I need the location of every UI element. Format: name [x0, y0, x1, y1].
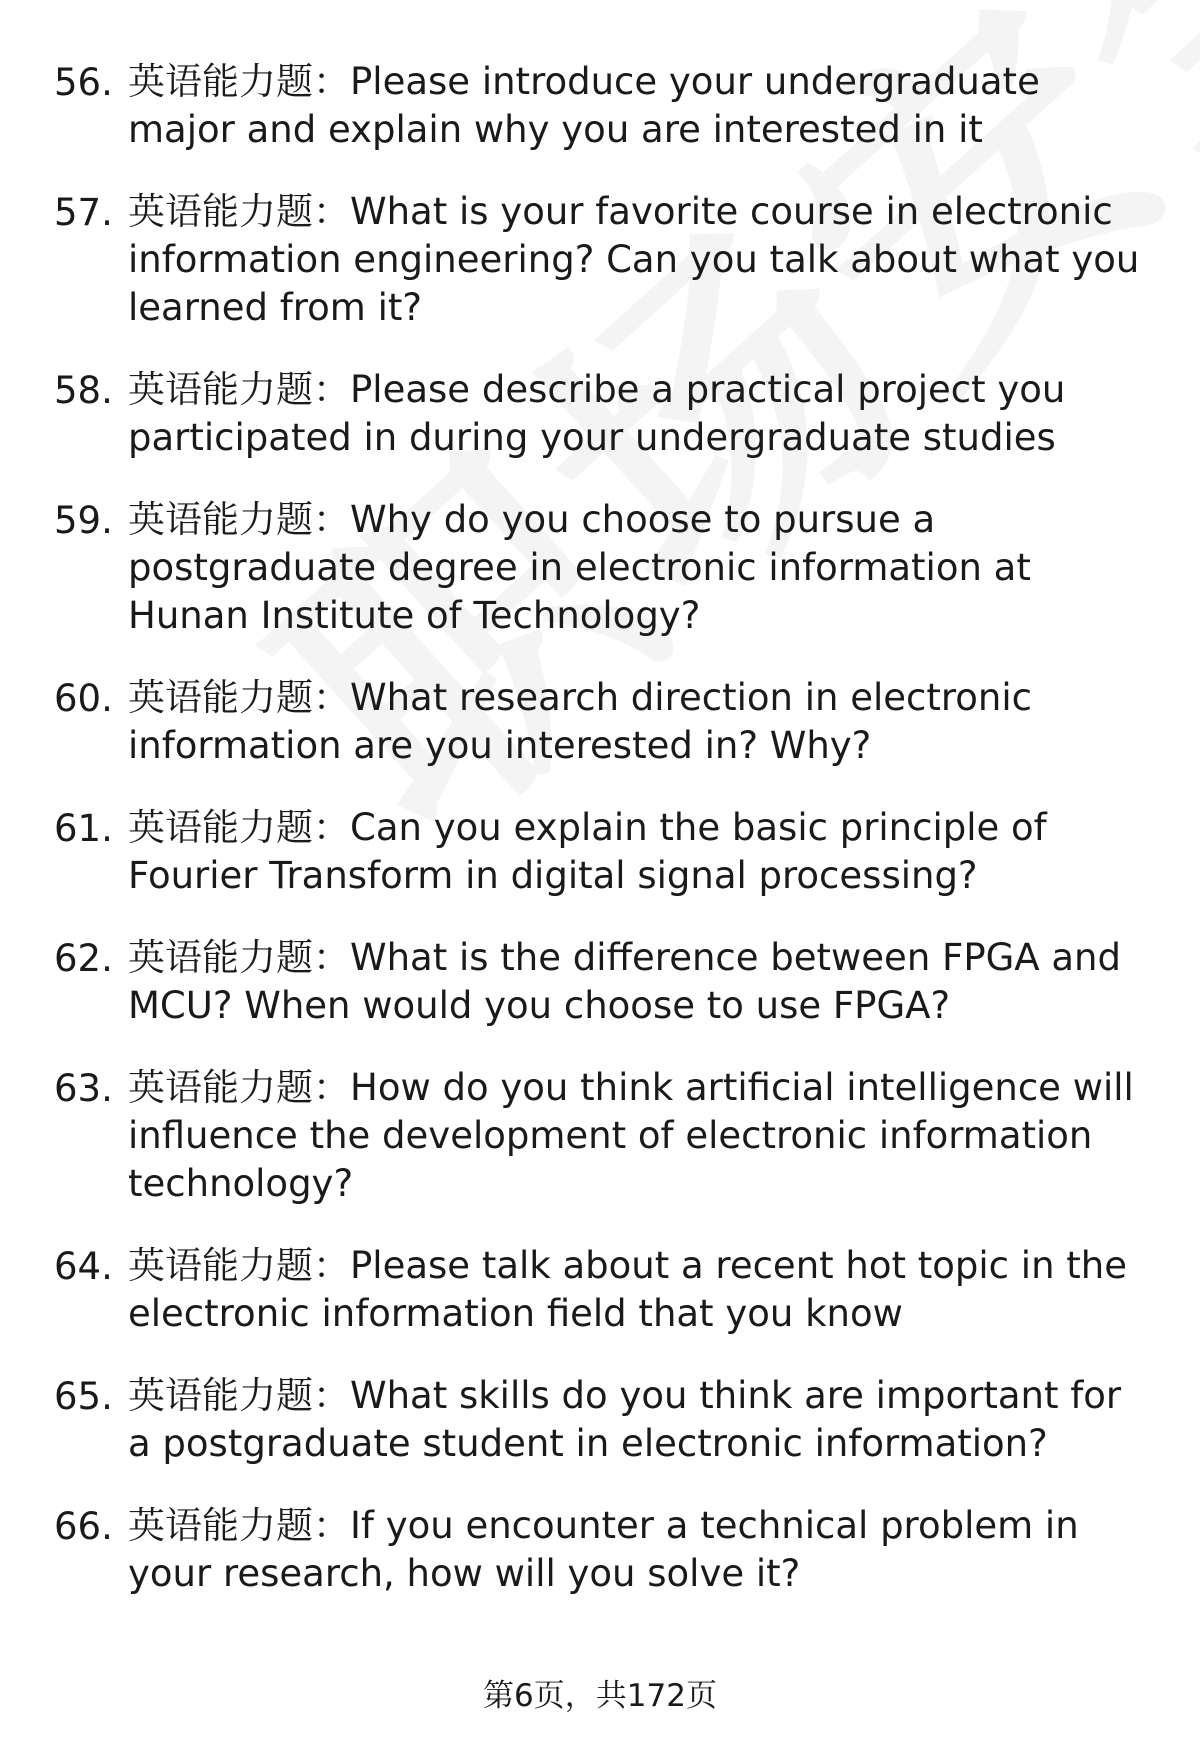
question-item	[0, 366, 1200, 462]
question-text: Please describe a practical project you participated in during your undergraduate studies	[128, 368, 1066, 459]
page-footer	[0, 1674, 1200, 1718]
question-item	[0, 188, 1200, 332]
question-text: How do you think artificial intelligence will influence the development of electronic information technology?	[128, 1066, 1134, 1205]
question-item	[0, 1502, 1200, 1598]
question-item	[0, 934, 1200, 1030]
question-category: 英语能力题：	[128, 498, 350, 541]
question-category: 英语能力题：	[128, 1504, 350, 1547]
question-category: 英语能力题：	[128, 936, 350, 979]
question-category: 英语能力题：	[128, 1374, 350, 1417]
question-category: 英语能力题：	[128, 368, 350, 411]
question-item	[0, 58, 1200, 154]
question-number: 58.	[54, 369, 113, 412]
question-body	[128, 804, 1148, 900]
question-body	[128, 1502, 1148, 1598]
question-category: 英语能力题：	[128, 806, 350, 849]
question-category: 英语能力题：	[128, 676, 350, 719]
question-item	[0, 804, 1200, 900]
question-number: 61.	[54, 807, 113, 850]
question-number: 63.	[54, 1067, 113, 1110]
question-text: If you encounter a technical problem in your research, how will you solve it?	[128, 1504, 1079, 1595]
question-item	[0, 1242, 1200, 1338]
question-item	[0, 1372, 1200, 1468]
question-item	[0, 674, 1200, 770]
question-list	[0, 58, 1200, 1632]
question-body	[128, 496, 1148, 640]
question-text: Can you explain the basic principle of Fourier Transform in digital signal processing?	[128, 806, 1047, 897]
question-number: 65.	[54, 1375, 113, 1418]
question-body	[128, 188, 1148, 332]
question-category: 英语能力题：	[128, 1066, 350, 1109]
question-item	[0, 496, 1200, 640]
question-category: 英语能力题：	[128, 1244, 350, 1287]
question-number: 62.	[54, 937, 113, 980]
question-number: 60.	[54, 677, 113, 720]
question-text: Why do you choose to pursue a postgraduate degree in electronic information at Hunan Institute of Technology?	[128, 498, 1031, 637]
question-text: What is your favorite course in electronic information engineering? Can you talk about what you learned from it?	[128, 190, 1140, 329]
question-body	[128, 934, 1148, 1030]
question-text: What skills do you think are important for a postgraduate student in electronic information?	[128, 1374, 1122, 1465]
question-number: 59.	[54, 499, 113, 542]
question-text: Please talk about a recent hot topic in the electronic information field that you know	[128, 1244, 1127, 1335]
question-body	[128, 1372, 1148, 1468]
question-body	[128, 366, 1148, 462]
question-number: 64.	[54, 1245, 113, 1288]
question-number: 66.	[54, 1505, 113, 1548]
question-number: 57.	[54, 191, 113, 234]
question-body	[128, 58, 1148, 154]
question-category: 英语能力题：	[128, 60, 350, 103]
question-body	[128, 1064, 1148, 1208]
question-body	[128, 1242, 1148, 1338]
page-number-label: 第6页，共172页	[483, 1678, 717, 1714]
question-body	[128, 674, 1148, 770]
question-number: 56.	[54, 61, 113, 104]
question-category: 英语能力题：	[128, 190, 350, 233]
question-text: What is the difference between FPGA and MCU? When would you choose to use FPGA?	[128, 936, 1121, 1027]
question-text: What research direction in electronic information are you interested in? Why?	[128, 676, 1032, 767]
question-text: Please introduce your undergraduate major and explain why you are interested in it	[128, 60, 1040, 151]
question-item	[0, 1064, 1200, 1208]
